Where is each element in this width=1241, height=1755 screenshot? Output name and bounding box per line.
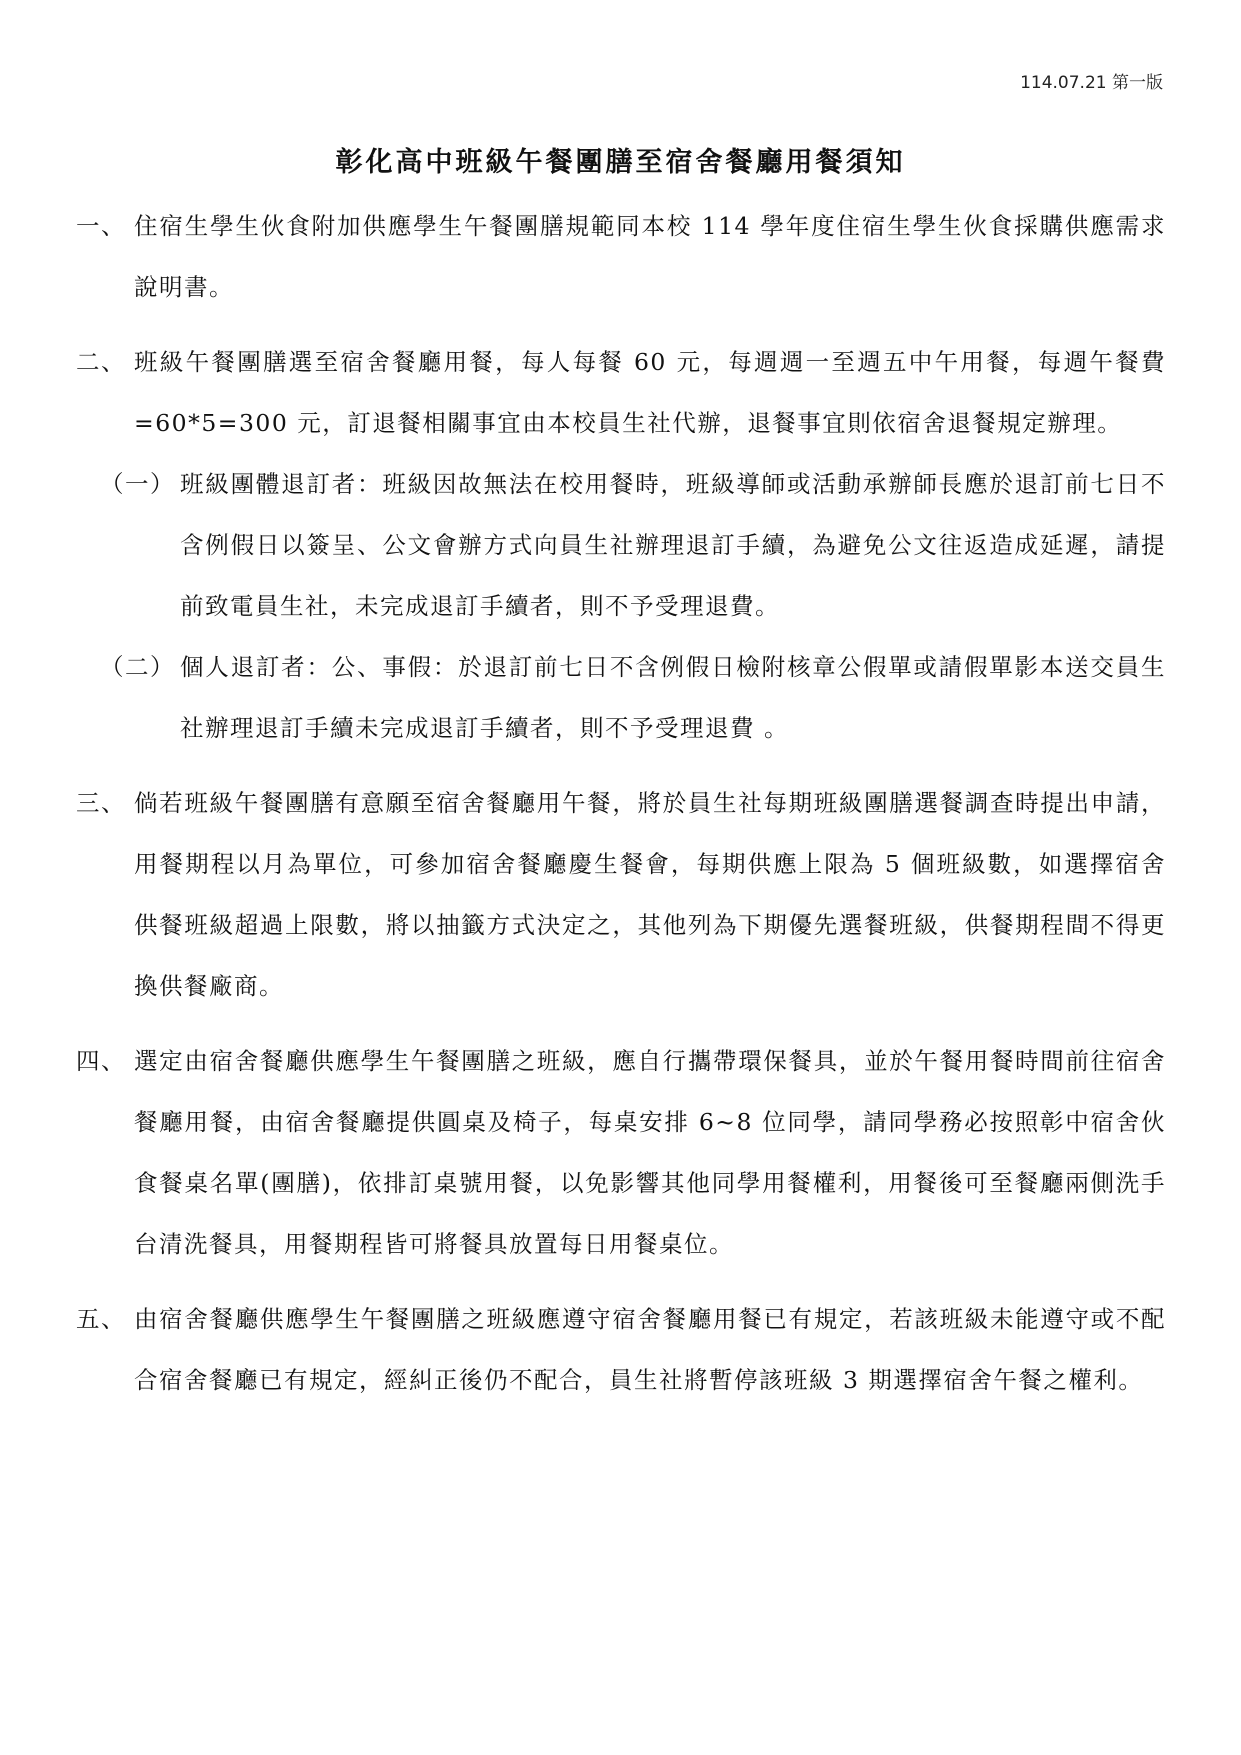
section-number: 一、 [76, 212, 126, 240]
subsection-2-2 [76, 637, 1166, 759]
section-text: 倘若班級午餐團膳有意願至宿舍餐廳用午餐，將於員生社每期班級團膳選餐調查時提出申請，用餐期程以月為單位，可參加宿舍餐廳慶生餐會，每期供應上限為 5 個班級數，如選擇宿舍供餐班級超過上限數，將以抽籤方式決定之，其他列為下期優先選餐班級，供餐期程間不得更換供餐廠商。 [134, 789, 1166, 1000]
section-number: 三、 [76, 789, 126, 817]
section-text: 班級午餐團膳選至宿舍餐廳用餐，每人每餐 60 元，每週週一至週五中午用餐，每週午餐費=60*5=300 元，訂退餐相關事宜由本校員生社代辦，退餐事宜則依宿舍退餐規定辦理。 [134, 348, 1166, 437]
subsection-number: （二） [100, 653, 175, 681]
section-number: 四、 [76, 1047, 126, 1075]
section-1 [76, 196, 1166, 318]
subsection-text: 班級團體退訂者：班級因故無法在校用餐時，班級導師或活動承辦師長應於退訂前七日不含例假日以簽呈、公文會辦方式向員生社辦理退訂手續，為避免公文往返造成延遲，請提前致電員生社，未完成退訂手續者，則不予受理退費。 [180, 470, 1166, 620]
version-label: 114.07.21 第一版 [1020, 73, 1163, 93]
section-3 [76, 773, 1166, 1017]
section-number: 二、 [76, 348, 126, 376]
subsection-text: 個人退訂者：公、事假：於退訂前七日不含例假日檢附核章公假單或請假單影本送交員生社辦理退訂手續未完成退訂手續者，則不予受理退費 。 [180, 653, 1166, 742]
section-2 [76, 332, 1166, 454]
section-text: 由宿舍餐廳供應學生午餐團膳之班級應遵守宿舍餐廳用餐已有規定，若該班級未能遵守或不配合宿舍餐廳已有規定，經糾正後仍不配合，員生社將暫停該班級 3 期選擇宿舍午餐之權利。 [134, 1305, 1166, 1394]
section-number: 五、 [76, 1305, 126, 1333]
subsection-2-1 [76, 454, 1166, 637]
section-text: 住宿生學生伙食附加供應學生午餐團膳規範同本校 114 學年度住宿生學生伙食採購供應需求說明書。 [134, 212, 1166, 301]
section-2-subitems [76, 454, 1166, 759]
section-5 [76, 1289, 1166, 1411]
subsection-number: （一） [100, 470, 175, 498]
document-title: 彰化高中班級午餐團膳至宿舍餐廳用餐須知 [335, 147, 906, 178]
document-body [76, 196, 1166, 1425]
section-4 [76, 1031, 1166, 1275]
section-text: 選定由宿舍餐廳供應學生午餐團膳之班級，應自行攜帶環保餐具，並於午餐用餐時間前往宿舍餐廳用餐，由宿舍餐廳提供圓桌及椅子，每桌安排 6~8 位同學，請同學務必按照彰中宿舍伙食餐桌名單(團膳)，依排訂桌號用餐，以免影響其他同學用餐權利，用餐後可至餐廳兩側洗手台清洗餐具，用餐期程皆可將餐具放置每日用餐桌位。 [134, 1047, 1166, 1258]
